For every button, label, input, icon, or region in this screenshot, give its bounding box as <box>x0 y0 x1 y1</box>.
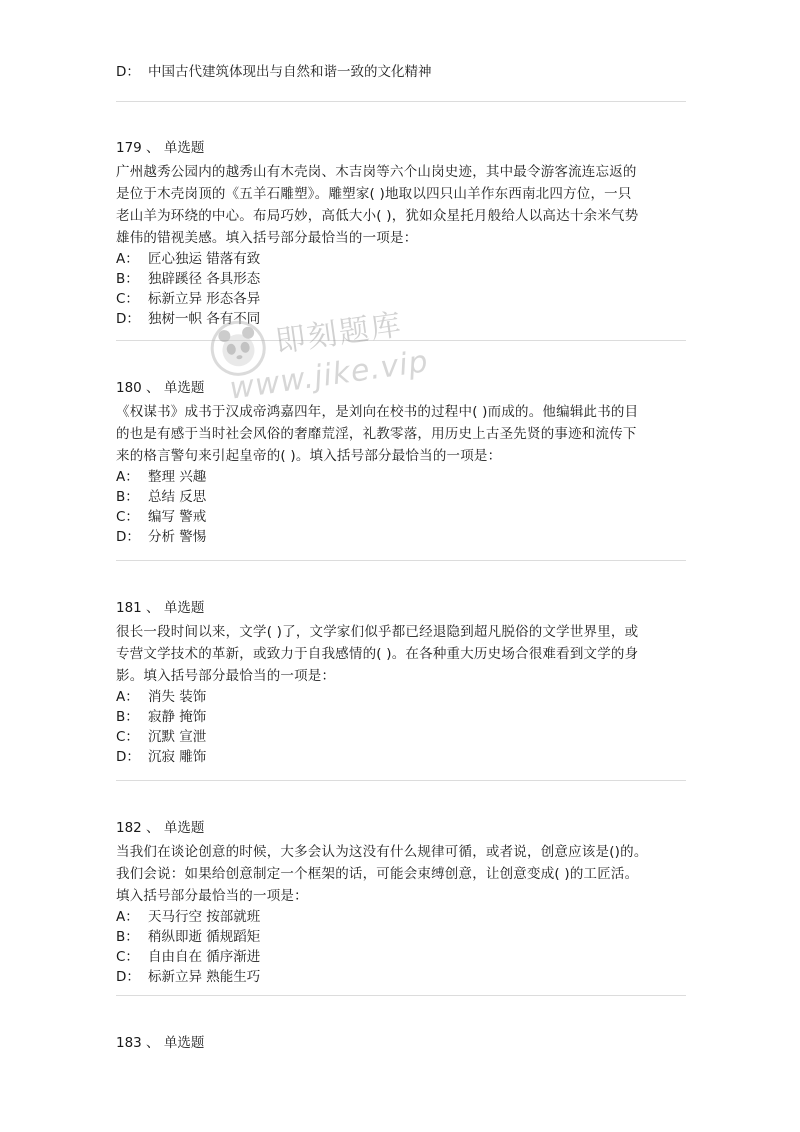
option-key: D： <box>116 969 140 985</box>
option-key: C： <box>116 729 139 745</box>
question-stem-line: 《权谋书》成书于汉成帝鸿嘉四年，是刘向在校书的过程中( )而成的。他编辑此书的目 <box>116 404 639 420</box>
question-181 <box>116 598 691 767</box>
option-key: D： <box>116 749 140 765</box>
option-key: A： <box>116 689 139 705</box>
option-key: C： <box>116 291 139 307</box>
divider <box>116 780 686 781</box>
option-b[interactable] <box>116 707 691 727</box>
option-c[interactable] <box>116 947 691 967</box>
option-text: 匠心独运 错落有致 <box>148 251 261 267</box>
option-text: 标新立异 熟能生巧 <box>148 969 261 985</box>
divider <box>116 995 686 996</box>
question-number: 181 、 单选题 <box>116 600 205 616</box>
option-key: B： <box>116 489 139 505</box>
option-key: D： <box>116 64 140 80</box>
option-text: 天马行空 按部就班 <box>148 909 261 925</box>
option-text: 沉寂 雕饰 <box>148 749 207 765</box>
option-key: A： <box>116 469 139 485</box>
option-c[interactable] <box>116 727 691 747</box>
watermark-url: www.jike.vip <box>227 344 431 407</box>
option-key: B： <box>116 271 139 287</box>
question-stem-line: 的也是有感于当时社会风俗的奢靡荒淫，礼教零落，用历史上古圣先贤的事迹和流传下 <box>116 426 637 442</box>
question-182 <box>116 818 691 987</box>
option-d[interactable] <box>116 309 691 329</box>
option-b[interactable] <box>116 487 691 507</box>
question-stem-line: 是位于木壳岗顶的《五羊石雕塑》。雕塑家( )地取以四只山羊作东西南北四方位，一只 <box>116 186 632 202</box>
option-b[interactable] <box>116 269 691 289</box>
watermark-brand: 即刻题库 <box>273 307 405 360</box>
question-number: 183 、 单选题 <box>116 1035 205 1051</box>
question-stem-line: 老山羊为环绕的中心。布局巧妙，高低大小( )，犹如众星托月般给人以高达十余米气势 <box>116 208 639 224</box>
question-178-tail <box>116 62 691 82</box>
option-key: D： <box>116 311 140 327</box>
question-number: 179 、 单选题 <box>116 140 205 156</box>
question-stem-line: 很长一段时间以来，文学( )了，文学家们似乎都已经退隐到超凡脱俗的文学世界里，或 <box>116 624 639 640</box>
option-text: 独辟蹊径 各具形态 <box>148 271 261 287</box>
question-stem-line: 专营文学技术的革新，或致力于自我感情的( )。在各种重大历史场合很难看到文学的身 <box>116 646 639 662</box>
question-stem-line: 我们会说：如果给创意制定一个框架的话，可能会束缚创意，让创意变成( )的工匠活。 <box>116 866 639 882</box>
option-key: C： <box>116 509 139 525</box>
option-key: B： <box>116 709 139 725</box>
option-key: A： <box>116 909 139 925</box>
option-key: C： <box>116 949 139 965</box>
option-a[interactable] <box>116 467 691 487</box>
question-number: 182 、 单选题 <box>116 820 205 836</box>
question-179 <box>116 138 691 329</box>
question-stem-line: 来的格言警句来引起皇帝的( )。填入括号部分最恰当的一项是： <box>116 448 502 464</box>
option-key: B： <box>116 929 139 945</box>
option-text: 中国古代建筑体现出与自然和谐一致的文化精神 <box>148 64 432 80</box>
question-stem-line: 雄伟的错视美感。填入括号部分最恰当的一项是： <box>116 230 418 246</box>
question-180 <box>116 378 691 547</box>
option-d[interactable] <box>116 747 691 767</box>
question-183 <box>116 1033 691 1056</box>
option-d[interactable] <box>116 967 691 987</box>
option-c[interactable] <box>116 289 691 309</box>
option-a[interactable] <box>116 249 691 269</box>
option-text: 稍纵即逝 循规蹈矩 <box>148 929 261 945</box>
option-a[interactable] <box>116 907 691 927</box>
question-stem-line: 填入括号部分最恰当的一项是： <box>116 888 308 904</box>
question-number: 180 、 单选题 <box>116 380 205 396</box>
question-stem-line: 当我们在谈论创意的时候，大多会认为这没有什么规律可循，或者说，创意应该是()的。 <box>116 844 648 860</box>
option-text: 总结 反思 <box>148 489 207 505</box>
divider <box>116 340 686 341</box>
divider <box>116 101 686 102</box>
option-text: 自由自在 循序渐进 <box>148 949 261 965</box>
option-d[interactable] <box>116 527 691 547</box>
divider <box>116 560 686 561</box>
option-text: 独树一帜 各有不同 <box>148 311 261 327</box>
option-key: D： <box>116 529 140 545</box>
option-text: 分析 警惕 <box>148 529 207 545</box>
option-text: 编写 警戒 <box>148 509 207 525</box>
option-d[interactable] <box>116 62 691 82</box>
option-a[interactable] <box>116 687 691 707</box>
option-text: 标新立异 形态各异 <box>148 291 261 307</box>
option-text: 寂静 掩饰 <box>148 709 207 725</box>
question-stem-line: 影。填入括号部分最恰当的一项是： <box>116 668 336 684</box>
question-stem-line: 广州越秀公园内的越秀山有木壳岗、木吉岗等六个山岗史迹，其中最令游客流连忘返的 <box>116 164 637 180</box>
option-key: A： <box>116 251 139 267</box>
option-b[interactable] <box>116 927 691 947</box>
option-text: 整理 兴趣 <box>148 469 207 485</box>
option-c[interactable] <box>116 507 691 527</box>
option-text: 沉默 宣泄 <box>148 729 207 745</box>
option-text: 消失 装饰 <box>148 689 207 705</box>
